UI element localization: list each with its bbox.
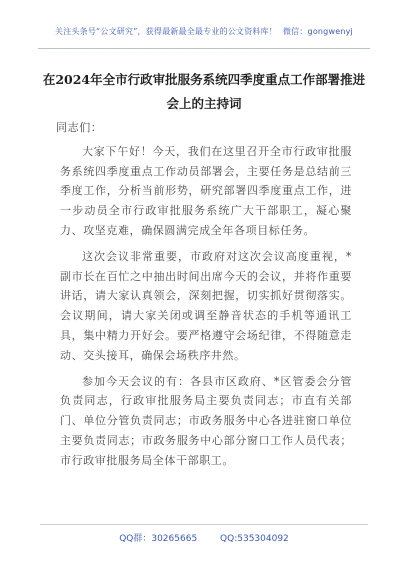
salutation: 同志们：	[56, 121, 103, 134]
title-line-1: 在2024年全市行政审批服务系统四季度重点工作部署推进	[42, 72, 366, 87]
banner-promo-text: 关注头条号“公文研究”，获得最新最全最专业的公文资料库！	[55, 27, 277, 36]
paragraph-meeting-discipline: 这次会议非常重要，市政府对这次会议高度重视，*副市长在百忙之中抽出时间出席今天的会议，并将作重要讲话，请大家认真领会，深刻把握，切实抓好贯彻落实。会议期间，请大家关闭或调至静音状态的手机等通讯工具，集中精力开好会。要严格遵守会场纪律，不得随意走动、交头接耳，确保会场秩序井然。	[60, 249, 352, 362]
paragraph-attendees: 参加今天会议的有：各县市区政府、*区管委会分管负责同志，行政审批服务局主要负责同志；市直有关部门、单位分管负责同志；市政务服务中心各进驻窗口单位主要负责同志；市政务服务中心部分窗口工作人员代表；市行政审批服务局全体干部职工。	[60, 374, 352, 467]
banner-wechat-text: 微信：gongwenyj	[282, 27, 353, 36]
header-banner	[0, 26, 408, 37]
document-title	[40, 68, 368, 116]
document-body	[56, 118, 352, 477]
header-divider	[38, 48, 370, 49]
footer-divider	[40, 524, 368, 525]
footer-qq: QQ:535304092	[220, 534, 289, 544]
footer-qq-group: QQ群：30265665	[119, 534, 198, 544]
paragraph-opening: 大家下午好！今天，我们在这里召开全市行政审批服务系统四季度重点工作动员部署会，主要任务是总结前三季度工作，分析当前形势，研究部署四季度重点工作，进一步动员全市行政审批服务系统广大干部职工，凝心聚力、攻坚克难，确保圆满完成全年各项目标任务。	[60, 144, 352, 237]
footer-contact	[0, 531, 408, 544]
title-line-2: 会上的主持词	[166, 96, 242, 111]
